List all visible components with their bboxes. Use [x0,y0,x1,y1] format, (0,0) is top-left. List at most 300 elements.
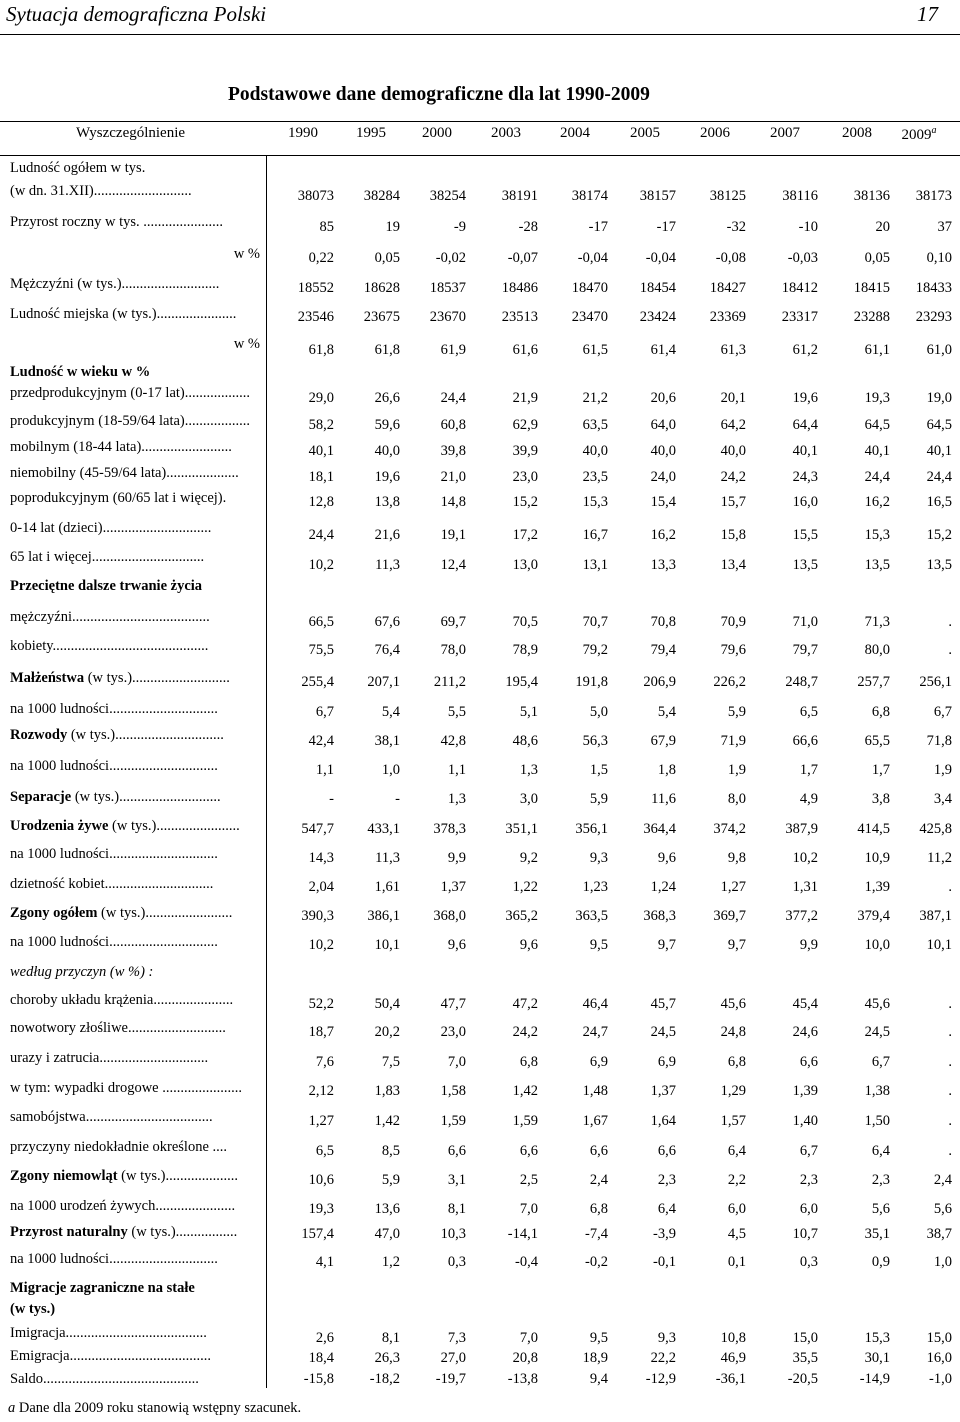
table-cell: 24,3 [792,469,818,485]
table-cell: 1,83 [374,1083,400,1099]
table-cell: . [948,614,952,630]
table-cell: 387,1 [919,908,952,924]
table-cell: 4,1 [315,1254,334,1270]
table-cell: 2,2 [727,1172,746,1188]
table-cell: 9,9 [447,850,466,866]
table-cell: 61,8 [308,342,334,358]
table-cell: -15,8 [303,1371,334,1387]
table-cell: 7,0 [519,1201,538,1217]
table-cell: 387,9 [785,821,818,837]
table-cell: 47,0 [374,1226,400,1242]
table-cell: 10,2 [792,850,818,866]
row-label: urazy i zatrucia.............................. [10,1050,209,1066]
table-cell: 5,4 [381,704,400,720]
table-cell: 13,5 [926,557,952,573]
row-label: mobilnym (18-44 lata)......................... [10,439,232,455]
table-cell: 15,2 [926,527,952,543]
column-header-year-last [888,125,950,144]
table-cell: 2,3 [799,1172,818,1188]
row-label: 65 lat i więcej............................... [10,549,205,565]
table-cell: 47,2 [512,996,538,1012]
row-label: niemobilny (45-59/64 lata).................... [10,465,239,481]
table-cell: 75,5 [308,642,334,658]
table-cell: 15,3 [864,527,890,543]
table-cell: 61,0 [926,342,952,358]
table-cell: 67,6 [374,614,400,630]
column-header-year: 1995 [356,125,386,141]
table-cell: 9,7 [657,937,676,953]
table-cell: 19,1 [440,527,466,543]
table-cell: . [948,1054,952,1070]
table-cell: 0,9 [871,1254,890,1270]
row-label: w tym: wypadki drogowe ...................... [10,1080,242,1096]
column-header-year: 1990 [288,125,318,141]
table-cell: 13,4 [720,557,746,573]
table-cell: 1,37 [650,1083,676,1099]
table-cell: 1,57 [720,1113,746,1129]
table-cell: -0,07 [507,250,538,266]
table-cell: 38254 [429,188,466,204]
table-cell: 15,4 [650,494,676,510]
table-cell: 50,4 [374,996,400,1012]
table-cell: 15,2 [512,494,538,510]
table-cell: 37 [937,219,952,235]
table-cell: 71,8 [926,733,952,749]
table-cell: 19,6 [792,390,818,406]
table-cell: 78,9 [512,642,538,658]
table-cell: 38191 [501,188,538,204]
table-cell: 10,1 [926,937,952,953]
table-cell: 255,4 [301,674,334,690]
table-cell: -0,08 [715,250,746,266]
row-label: w % [233,246,260,262]
table-cell: 5,6 [871,1201,890,1217]
table-cell: 6,8 [871,704,890,720]
table-cell: 3,1 [447,1172,466,1188]
row-label: na 1000 ludności.............................. [10,846,218,862]
table-cell: 356,1 [575,821,608,837]
row-label: Przyrost roczny w tys. ...................... [10,214,224,230]
table-cell: . [948,879,952,895]
row-label: Saldo........................................... [10,1371,199,1387]
table-cell: 20,1 [720,390,746,406]
table-cell: 38136 [853,188,890,204]
table-cell: 70,8 [650,614,676,630]
table-cell: 71,0 [792,614,818,630]
table-cell: 23,5 [582,469,608,485]
table-cell: 24,8 [720,1024,746,1040]
table-cell: 6,6 [519,1143,538,1159]
table-cell: 13,8 [374,494,400,510]
table-cell: 206,9 [643,674,676,690]
table-cell: -20,5 [787,1371,818,1387]
table-cell: 0,3 [799,1254,818,1270]
table-cell: 2,12 [308,1083,334,1099]
table-cell: 374,2 [713,821,746,837]
table-cell: 64,5 [926,417,952,433]
table-cell: 377,2 [785,908,818,924]
table-cell: 1,42 [512,1083,538,1099]
table-cell: 6,0 [799,1201,818,1217]
table-cell: 4,5 [727,1226,746,1242]
table-cell: 13,1 [582,557,608,573]
table-cell: 1,8 [657,762,676,778]
table-cell: 13,5 [792,557,818,573]
table-cell: 79,6 [720,642,746,658]
table-cell: 45,6 [720,996,746,1012]
row-label: kobiety........................................... [10,638,209,654]
table-cell: 369,7 [713,908,746,924]
table-cell: 10,2 [308,937,334,953]
table-cell: 70,9 [720,614,746,630]
table-cell: 5,9 [589,791,608,807]
table-cell: 7,5 [381,1054,400,1070]
table-cell: 257,7 [857,674,890,690]
table-cell: 6,8 [589,1201,608,1217]
table-cell: 5,5 [447,704,466,720]
table-cell: 0,22 [308,250,334,266]
table-cell: 16,5 [926,494,952,510]
table-cell: 10,9 [864,850,890,866]
table-cell: 363,5 [575,908,608,924]
table-cell: 15,7 [720,494,746,510]
row-label-emphasis: Zgony ogółem [10,905,102,921]
column-header-year: 2005 [630,125,660,141]
table-cell: 6,9 [589,1054,608,1070]
row-label: Zgony niemowląt (w tys.).................... [10,1168,238,1184]
table-cell: 1,50 [864,1113,890,1129]
table-cell: 9,3 [589,850,608,866]
table-cell: 211,2 [433,674,466,690]
table-cell: 24,6 [792,1024,818,1040]
table-cell: 13,5 [864,557,890,573]
table-cell: 22,2 [650,1350,676,1366]
table-cell: 7,3 [447,1330,466,1346]
table-cell: 6,8 [727,1054,746,1070]
row-label: 0-14 lat (dzieci).............................. [10,520,212,536]
table-cell: 1,7 [871,762,890,778]
table-cell: 6,4 [657,1201,676,1217]
table-cell: 368,0 [433,908,466,924]
footnote-text: Dane dla 2009 roku stanowią wstępny szacunek. [15,1400,302,1416]
footnote-mark: a [8,1400,16,1416]
table-cell: 1,7 [799,762,818,778]
table-cell: 48,6 [512,733,538,749]
table-cell: 23288 [853,309,890,325]
table-cell: 38116 [782,188,818,204]
table-cell: 42,8 [440,733,466,749]
table-cell: 6,9 [657,1054,676,1070]
table-cell: 64,0 [650,417,676,433]
table-top-rule [0,121,960,122]
table-cell: -10 [798,219,818,235]
table-cell: 38,7 [926,1226,952,1242]
table-cell: 52,2 [308,996,334,1012]
table-cell: 1,39 [792,1083,818,1099]
table-cell: 10,2 [308,557,334,573]
label-column-divider [266,155,267,1388]
table-cell: 433,1 [367,821,400,837]
table-cell: 40,0 [582,443,608,459]
table-cell: 56,3 [582,733,608,749]
table-cell: 1,67 [582,1113,608,1129]
table-cell: 69,7 [440,614,466,630]
table-cell: 79,4 [650,642,676,658]
table-cell: 11,3 [375,850,400,866]
table-cell: 47,7 [440,996,466,1012]
table-cell: 24,5 [864,1024,890,1040]
table-cell: -14,9 [859,1371,890,1387]
table-cell: 67,9 [650,733,676,749]
table-cell: 18,7 [308,1024,334,1040]
table-cell: . [948,642,952,658]
table-cell: 9,2 [519,850,538,866]
table-cell: 1,27 [308,1113,334,1129]
table-cell: 1,9 [727,762,746,778]
table-cell: 1,27 [720,879,746,895]
table-cell: -17 [588,219,608,235]
table-cell: . [948,1083,952,1099]
table-cell: -0,04 [645,250,676,266]
table-cell: 38,1 [374,733,400,749]
row-label: Mężczyźni (w tys.)........................... [10,276,220,292]
table-cell: 24,4 [926,469,952,485]
table-cell: 9,3 [657,1330,676,1346]
table-cell: 7,0 [447,1054,466,1070]
table-cell: 9,6 [519,937,538,953]
header-rule [0,34,960,35]
column-header-row [0,123,960,147]
row-label: Migracje zagraniczne na stałe [10,1280,195,1296]
table-cell: 20,8 [512,1350,538,1366]
table-cell: 12,4 [440,557,466,573]
table-cell: 18433 [915,280,952,296]
table-cell: 11,3 [375,557,400,573]
table-cell: 17,2 [512,527,538,543]
table-cell: 18,4 [308,1350,334,1366]
row-label-emphasis: Przyrost naturalny [10,1224,132,1240]
row-label: dzietność kobiet.............................. [10,876,214,892]
row-label: Urodzenia żywe (w tys.)....................... [10,818,240,834]
table-cell: 21,2 [582,390,608,406]
table-cell: 3,8 [871,791,890,807]
table-cell: 9,6 [447,937,466,953]
table-cell: 45,7 [650,996,676,1012]
table-cell: 7,6 [315,1054,334,1070]
table-cell: 1,1 [315,762,334,778]
table-cell: 15,8 [720,527,746,543]
table-cell: 414,5 [857,821,890,837]
table-cell: -3,9 [653,1226,676,1242]
table-cell: 6,4 [871,1143,890,1159]
table-cell: 13,3 [650,557,676,573]
table-cell: 19,3 [864,390,890,406]
table-cell: 6,6 [589,1143,608,1159]
table-cell: 16,0 [926,1350,952,1366]
table-cell: 66,6 [792,733,818,749]
table-cell: 23675 [363,309,400,325]
table-cell: 79,2 [582,642,608,658]
row-label: Ludność ogółem w tys. [10,160,146,176]
table-cell: 2,5 [519,1172,538,1188]
table-cell: 0,3 [447,1254,466,1270]
table-cell: 10,0 [864,937,890,953]
page-header [0,0,960,36]
table-cell: 63,5 [582,417,608,433]
table-cell: 1,42 [374,1113,400,1129]
table-cell: 71,9 [720,733,746,749]
table-cell: . [948,996,952,1012]
table-cell: 7,0 [519,1330,538,1346]
table-cell: 14,8 [440,494,466,510]
table-cell: 70,5 [512,614,538,630]
table-cell: . [948,1143,952,1159]
column-header-year: 2004 [560,125,590,141]
table-cell: 45,4 [792,996,818,1012]
table-cell: 8,1 [381,1330,400,1346]
table-cell: 6,0 [727,1201,746,1217]
table-cell: 61,9 [440,342,466,358]
table-cell: 1,24 [650,879,676,895]
header-bottom-rule [0,155,960,156]
table-cell: -0,02 [435,250,466,266]
table-cell: 9,5 [589,1330,608,1346]
table-cell: 15,0 [926,1330,952,1346]
table-cell: -0,04 [577,250,608,266]
table-cell: 59,6 [374,417,400,433]
table-cell: 8,1 [447,1201,466,1217]
row-label: przyczyny niedokładnie określone .... [10,1139,228,1155]
table-cell: 18552 [297,280,334,296]
table-cell: 378,3 [433,821,466,837]
column-header-year: 2008 [842,125,872,141]
row-label: Zgony ogółem (w tys.)........................ [10,905,233,921]
table-cell: 21,9 [512,390,538,406]
table-cell: 24,2 [720,469,746,485]
table-cell: 61,4 [650,342,676,358]
table-cell: -19,7 [435,1371,466,1387]
table-cell: 23670 [429,309,466,325]
table-cell: -0,2 [585,1254,608,1270]
table-cell: 5,9 [381,1172,400,1188]
table-cell: 70,7 [582,614,608,630]
table-cell: 9,4 [589,1371,608,1387]
table-cell: 18470 [571,280,608,296]
table-cell: 23293 [915,309,952,325]
table-cell: 6,5 [315,1143,334,1159]
table-cell: 76,4 [374,642,400,658]
table-cell: 35,1 [864,1226,890,1242]
row-label: Imigracja....................................... [10,1325,207,1341]
table-cell: 23317 [781,309,818,325]
row-label: Emigracja....................................... [10,1348,211,1364]
table-cell: 40,0 [650,443,676,459]
table-cell: 24,2 [512,1024,538,1040]
table-cell: 64,2 [720,417,746,433]
table-cell: 256,1 [919,674,952,690]
table-cell: 24,5 [650,1024,676,1040]
table-cell: 15,3 [582,494,608,510]
table-cell: 45,6 [864,996,890,1012]
row-label-emphasis: Zgony niemowląt [10,1168,122,1184]
table-cell: 379,4 [857,908,890,924]
column-header-year: 2007 [770,125,800,141]
table-cell: 1,31 [792,879,818,895]
table-cell: 1,9 [933,762,952,778]
table-cell: 425,8 [919,821,952,837]
table-cell: 18628 [363,280,400,296]
table-cell: 12,8 [308,494,334,510]
table-cell: 195,4 [505,674,538,690]
table-cell: 64,4 [792,417,818,433]
table-cell: 38157 [639,188,676,204]
table-cell: 1,40 [792,1113,818,1129]
table-cell: 30,1 [864,1350,890,1366]
table-cell: 1,39 [864,879,890,895]
table-cell: 1,5 [589,762,608,778]
row-label: na 1000 ludności.............................. [10,701,218,717]
table-cell: 248,7 [785,674,818,690]
table-cell: 40,1 [864,443,890,459]
table-cell: 24,4 [440,390,466,406]
row-label: Ludność miejska (w tys.)...................... [10,306,237,322]
table-cell: 3,4 [933,791,952,807]
table-cell: 19,3 [308,1201,334,1217]
table-cell: 21,0 [440,469,466,485]
table-cell: 18537 [429,280,466,296]
table-cell: 40,1 [308,443,334,459]
table-cell: 191,8 [575,674,608,690]
table-cell: 1,58 [440,1083,466,1099]
table-cell: 62,9 [512,417,538,433]
table-cell: 2,04 [308,879,334,895]
table-cell: 42,4 [308,733,334,749]
row-label: Ludność w wieku w % [10,364,151,380]
table-cell: 0,05 [864,250,890,266]
table-cell: 18412 [781,280,818,296]
table-cell: 18,9 [582,1350,608,1366]
table-cell: 6,8 [519,1054,538,1070]
table-cell: 18486 [501,280,538,296]
table-cell: 19,6 [374,469,400,485]
table-cell: 351,1 [505,821,538,837]
table-cell: -9 [453,219,466,235]
table-cell: 61,6 [512,342,538,358]
table-cell: 5,9 [727,704,746,720]
table-cell: 40,0 [720,443,746,459]
table-cell: 5,6 [933,1201,952,1217]
table-cell: 1,38 [864,1083,890,1099]
page-number: 17 [917,2,938,26]
table-cell: 1,29 [720,1083,746,1099]
table-cell: 61,5 [582,342,608,358]
table-cell: 6,7 [315,704,334,720]
table-cell: 1,59 [512,1113,538,1129]
column-header-year: 2003 [491,125,521,141]
row-label: w % [233,336,260,352]
table-cell: 6,6 [799,1054,818,1070]
table-cell: 2,6 [315,1330,334,1346]
table-cell: 10,6 [308,1172,334,1188]
table-cell: 24,0 [650,469,676,485]
table-cell: 23,0 [512,469,538,485]
table-cell: 16,0 [792,494,818,510]
table-cell: 38125 [709,188,746,204]
table-cell: -0,4 [515,1254,538,1270]
column-header-year: 2000 [422,125,452,141]
table-cell: 226,2 [713,674,746,690]
table-cell: 6,7 [799,1143,818,1159]
